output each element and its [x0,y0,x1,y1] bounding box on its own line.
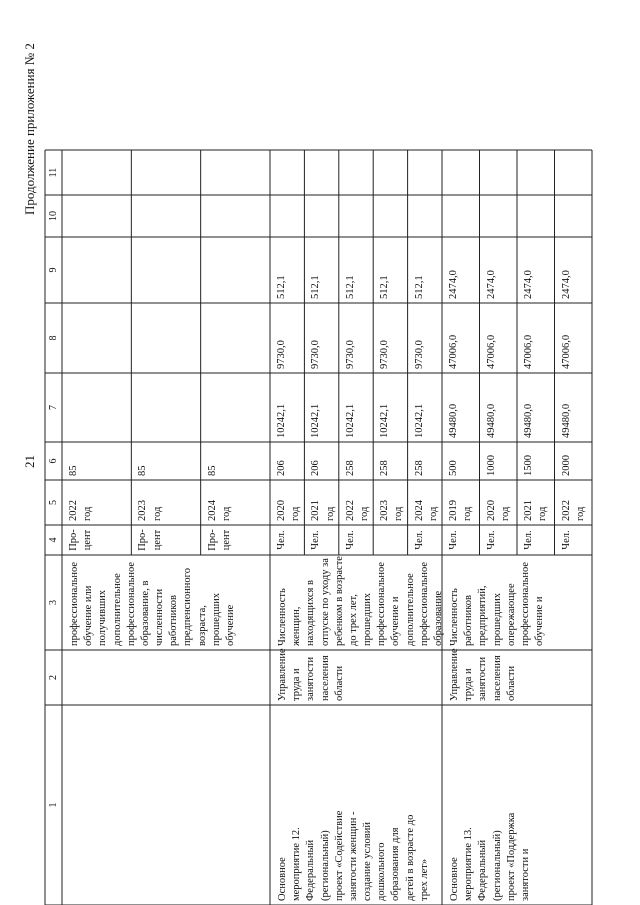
value-cell-value: 85 [137,465,149,476]
value-cell-year: 2022 год [68,500,94,521]
value-cell-value: 2000 [560,455,572,476]
unit-cell [376,525,407,555]
value-cell-c8: 9730,0 [310,340,322,369]
activity-cell-line: (региональный) [319,830,331,901]
value-cell-value: 258 [379,460,391,476]
value-cell-c7: 10242,1 [413,403,425,438]
indicator-cell [66,555,270,650]
column-number-1: 1 [48,802,59,808]
value-cell-year: 2021 год [523,500,549,521]
value-cell-year: 2019 год [448,500,474,521]
indicator-cell-line: работников [463,595,475,646]
value-cell-c10 [342,195,373,237]
unit-cell [411,525,442,555]
column-number-6: 6 [48,458,59,464]
unit-text: Про- [137,529,149,551]
unit-text: Про- [206,529,218,551]
value-cell-year: 2022 год [344,500,370,521]
unit-cell [65,525,131,555]
indicator-cell-line: прошедших [362,592,374,646]
value-cell-c11 [411,150,442,195]
indicator-cell-line: образование [432,590,444,646]
value-cell-c10 [445,195,480,237]
unit-text: Чел. [485,530,497,550]
activity-cell-line: мероприятие 12. [291,827,303,901]
indicator-cell-line: предпенсионного [182,568,194,646]
value-cell-value: 206 [276,460,287,476]
indicator-cell-line: дополнительное [111,573,123,646]
value-cell-value: 1000 [485,455,497,476]
column-number-10: 10 [48,211,59,221]
value-cell-c9 [204,237,270,303]
value-cell-c7: 10242,1 [310,403,322,438]
unit-text: Чел. [413,530,425,550]
executor-cell-line: области [505,665,517,701]
value-cell-c9: 512,1 [379,275,391,299]
column-number-2: 2 [48,675,59,680]
indicator-cell-line: возраста, [196,605,208,646]
column-number-8: 8 [48,335,59,341]
unit-text: Про- [68,529,79,551]
unit-text: Чел. [523,530,534,550]
unit-text: цент [82,529,94,551]
activity-cell-line: создание условий [362,822,374,901]
indicator-cell-line: прошедших [210,592,222,646]
value-cell-c9: 2474,0 [448,270,459,299]
value-cell-year: 2020 год [485,500,511,521]
activity-cell-line: образования для [390,827,402,901]
value-cell-c9: 512,1 [276,275,287,299]
indicator-cell-line: обучение или [83,585,95,646]
indicator-cell-line: до трех лет, [347,594,359,646]
executor-cell-line: занятости [477,656,489,701]
activity-cell-line: Основное [449,857,460,901]
activity-cell-line: Основное [277,857,288,901]
column-number-4: 4 [48,537,59,543]
page-number: 21 [22,455,37,468]
value-cell-year: 2024 год [413,500,439,521]
unit-cell [204,525,270,555]
unit-text: цент [220,529,232,551]
activity-cell [66,705,270,905]
value-cell-c7 [134,373,200,442]
value-cell-value: 500 [448,460,459,476]
value-cell-c9: 2474,0 [523,270,534,299]
activity-cell-line: занятости женщин - [347,811,359,901]
activity-cell-line: занятости и [519,848,531,901]
value-cell-c8 [65,303,131,373]
indicator-cell-line: профессиональное [418,561,430,646]
indicator-cell-line: образование, в [139,580,151,646]
executor-cell-line: области [333,665,345,701]
indicator-cell-line: численности [154,588,166,646]
value-cell-c10 [483,195,518,237]
unit-text: Чел. [344,530,356,550]
indicator-cell-line: профессиональное [519,561,531,646]
indicator-cell-line: прошедших [491,592,503,646]
executor-cell-line: населения [319,655,331,701]
value-cell-c7: 49480,0 [485,403,497,438]
value-cell-c8: 9730,0 [344,340,356,369]
column-number-7: 7 [48,405,59,410]
executor-cell-line: Управление [449,648,460,701]
value-cell-c11 [65,150,131,195]
activity-cell-line: мероприятие 13. [463,827,475,901]
value-cell-c8: 47006,0 [448,334,459,369]
value-cell-value: 258 [413,460,425,476]
indicator-cell-line: Численность [277,588,288,646]
value-cell-c10 [307,195,338,237]
indicator-cell-line: ребенком в возрасте [333,556,345,646]
value-cell-c10 [376,195,407,237]
indicator-cell-line: обучение [224,604,236,646]
indicator-cell-line: Численность [449,588,460,646]
value-cell-c10 [65,195,131,237]
indicator-cell-line: обучение и [534,596,546,646]
activity-cell [274,705,442,905]
value-cell-year: 2024 год [206,500,232,521]
indicator-cell-line: отпуске по уходу за [319,558,331,646]
executor-cell-line: населения [491,655,503,701]
value-cell-c8: 9730,0 [276,340,287,369]
value-cell-c10 [204,195,270,237]
value-cell-c8 [204,303,270,373]
indicator-cell-line: профессиональное [125,561,137,646]
value-cell-c8: 47006,0 [485,334,497,369]
indicator-cell-line: профессиональное [376,561,388,646]
unit-text: цент [151,529,163,551]
value-cell-value: 1500 [523,455,534,476]
value-cell-c8: 47006,0 [560,334,572,369]
value-cell-c11 [342,150,373,195]
indicator-cell-line: предприятий, [477,585,489,646]
value-cell-c7: 49480,0 [560,403,572,438]
indicator-cell-line: дополнительное [404,573,416,646]
column-number-5: 5 [48,500,59,505]
activity-cell-line: трех лет» [418,858,430,901]
value-cell-c8 [134,303,200,373]
value-cell-c11 [307,150,338,195]
value-cell-year: 2023 год [379,500,405,521]
value-cell-c11 [273,150,304,195]
activity-cell-line: проект «Поддержка [505,812,517,901]
executor-cell-line: занятости [305,656,317,701]
value-cell-c9: 2474,0 [485,270,497,299]
value-cell-c9: 512,1 [310,275,322,299]
value-cell-value: 206 [310,460,322,476]
activity-cell-line: дошкольного [376,842,388,901]
unit-text: Чел. [310,530,322,550]
executor-cell-line: труда и [463,668,475,701]
indicator-cell-line: находящихся в [305,580,317,646]
value-cell-c11 [376,150,407,195]
value-cell-value: 258 [344,460,356,476]
indicator-cell [446,555,592,650]
value-cell-c10 [134,195,200,237]
column-number-9: 9 [48,267,59,273]
value-cell-year: 2022 год [560,500,586,521]
column-number-3: 3 [48,600,59,605]
value-cell-c8: 9730,0 [379,340,391,369]
indicator-cell [274,555,442,650]
unit-cell [307,525,338,555]
unit-cell [273,525,304,555]
value-cell-c9: 512,1 [413,275,425,299]
value-cell-c11 [445,150,480,195]
value-cell-c7 [204,373,270,442]
value-cell-c11 [520,150,555,195]
value-cell-c9 [65,237,131,303]
unit-text: Чел. [560,530,572,550]
value-cell-c9: 512,1 [344,275,356,299]
value-cell-year: 2020 год [276,500,302,521]
column-number-11: 11 [48,167,59,178]
unit-cell [342,525,373,555]
value-cell-c10 [520,195,555,237]
activity-cell-line: проект «Содействие [333,810,345,901]
value-cell-year: 2021 год [310,500,336,521]
value-cell-c7: 10242,1 [276,403,287,438]
unit-cell [483,525,518,555]
indicator-cell-line: получивших [97,589,109,646]
executor-cell [274,650,442,705]
value-cell-c8: 47006,0 [523,334,534,369]
value-cell-c11 [204,150,270,195]
unit-cell [445,525,480,555]
value-cell-c7: 10242,1 [379,403,391,438]
indicator-cell-line: обучение и [390,596,402,646]
unit-cell [558,525,593,555]
value-cell-c10 [411,195,442,237]
value-cell-c7: 49480,0 [523,403,534,438]
value-cell-c11 [134,150,200,195]
activity-cell [446,705,592,905]
page-header: Продолжение приложения № 2 [22,43,37,215]
indicator-cell-line: опережающее [505,583,517,646]
value-cell-c7 [65,373,131,442]
value-cell-value: 85 [206,465,218,476]
value-cell-c10 [558,195,593,237]
activity-cell-line: Федеральный [477,839,489,901]
value-cell-c7: 49480,0 [448,403,459,438]
value-cell-value: 85 [68,465,79,476]
value-cell-c9 [134,237,200,303]
executor-cell [446,650,592,705]
activity-cell-line: детей в возрасте до [404,814,416,901]
value-cell-year: 2023 год [137,500,163,521]
executor-cell [66,650,270,705]
executor-cell-line: Управление [277,648,288,701]
activity-cell-line: Федеральный [305,839,317,901]
unit-cell [520,525,555,555]
value-cell-c7: 10242,1 [344,403,356,438]
value-cell-c9: 2474,0 [560,270,572,299]
value-cell-c10 [273,195,304,237]
executor-cell-line: труда и [291,668,303,701]
unit-text: Чел. [276,530,287,550]
indicator-cell-line: работников [168,595,180,646]
value-cell-c11 [483,150,518,195]
indicator-cell-line: профессиональное [69,561,80,646]
value-cell-c11 [558,150,593,195]
unit-cell [134,525,200,555]
activity-cell-line: (региональный) [491,830,503,901]
unit-text: Чел. [448,530,459,550]
indicator-cell-line: женщин, [291,606,303,646]
value-cell-c8: 9730,0 [413,340,425,369]
